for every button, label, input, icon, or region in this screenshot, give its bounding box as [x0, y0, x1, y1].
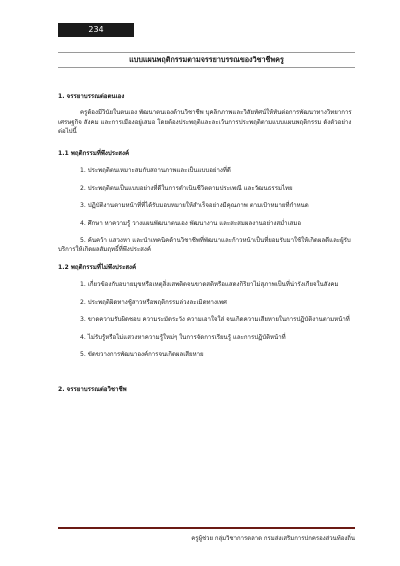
list-item: 5. ขัดขวางการพัฒนาองค์การจนเกิดผลเสียหาย — [80, 351, 204, 358]
page-content — [58, 92, 355, 395]
list-item: 5. ค้นคว้า แสวงหา และนำเทคนิคด้านวิชาชีพที่พัฒนาและก้าวหน้าเป็นที่ยอมรับมาใช้ให้เกิดผลดีและผู้รับบริการให้เกิดผลสัมฤทธิ์ที่พึงประสงค์ — [58, 236, 351, 254]
document-title: แบบแผนพฤติกรรมตามจรรยาบรรณของวิชาชีพครู — [129, 55, 284, 64]
section-heading-1-2: 1.2 พฤติกรรมที่ไม่พึงประสงค์ — [58, 263, 137, 271]
list-item: 3. ขาดความรับผิดชอบ ความระมัดระวัง ความเอาใจใส่ จนเกิดความเสียหายในการปฏิบัติงานตามหน้าที่ — [80, 316, 350, 324]
section-heading-1: 1. จรรยาบรรณต่อตนเอง — [58, 93, 125, 100]
list-item: 2. ประพฤติผิดทางชู้สาวหรือพฤติกรรมล่วงละเมิดทางเพศ — [80, 298, 227, 306]
list-item: 2. ประพฤติตนเป็นแบบอย่างที่ดีในการดำเนินชีวิตตามประเพณี และวัฒนธรรมไทย — [80, 184, 293, 192]
page-number: 234 — [88, 25, 104, 34]
list-item: 1. เกี่ยวข้องกับอบายมุขหรือเหตุสิ่งเสพติดจนขาดสติหรือแสดงกิริยาไม่สุภาพเป็นที่น่ารังเกียจในสังคม — [80, 281, 339, 289]
section-1-paragraph: ครูต้องมีวินัยในตนเอง พัฒนาตนเองด้านวิชาชีพ บุคลิกภาพและวิสัยทัศน์ให้ทันต่อการพัฒนาทางวิทยาการ เศรษฐกิจ สังคม และการเมืองอยู่เสมอ โดยต้องประพฤติและละเว้นการประพฤติตามแบบแผนพฤติกรรม ดังตัวอย่างต่อไปนี้ — [58, 109, 352, 136]
footer-text: ครูผู้ช่วย กลุ่มวิชาการตลาด กรมส่งเสริมการปกครองส่วนท้องถิ่น — [191, 535, 355, 542]
section-heading-2: 2. จรรยาบรรณต่อวิชาชีพ — [58, 386, 127, 394]
list-item: 1. ประพฤติตนเหมาะสมกับสถานภาพและเป็นแบบอย่างที่ดี — [80, 167, 231, 175]
list-item: 3. ปฏิบัติงานตามหน้าที่ที่ได้รับมอบหมายให้สำเร็จอย่างมีคุณภาพ ตามเป้าหมายที่กำหนด — [80, 202, 309, 210]
list-item: 4. ไม่รับรู้หรือไม่แสวงหาความรู้ใหม่ๆ ในการจัดการเรียนรู้ และการปฏิบัติหน้าที่ — [80, 333, 286, 341]
footer-rule — [58, 527, 355, 529]
top-rule — [58, 52, 355, 53]
page-number-box — [58, 23, 134, 37]
list-item: 4. ศึกษา หาความรู้ วางแผนพัฒนาตนเอง พัฒนางาน และสะสมผลงานอย่างสม่ำเสมอ — [80, 219, 302, 227]
section-heading-1-1: 1.1 พฤติกรรมที่พึงประสงค์ — [58, 149, 130, 157]
title-rule — [58, 67, 355, 68]
